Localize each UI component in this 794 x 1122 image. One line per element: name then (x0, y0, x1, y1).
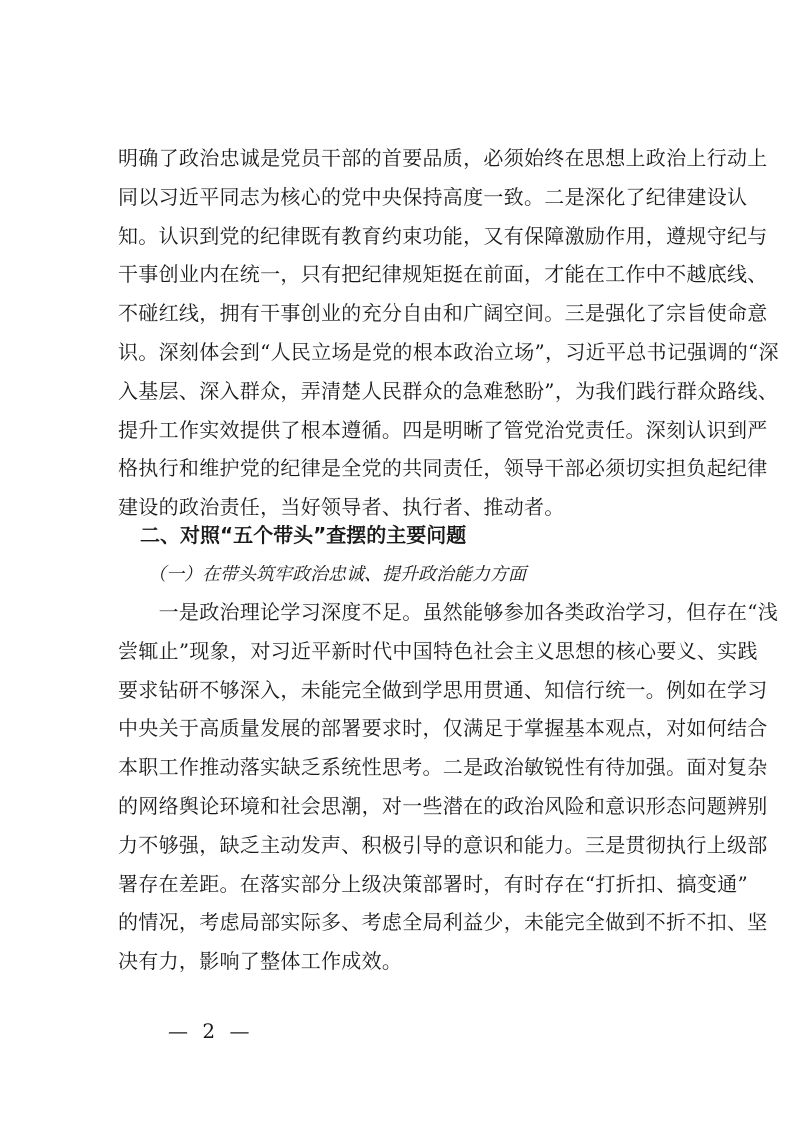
text-line: 识。深刻体会到“人民立场是党的根本政治立场”，习近平总书记强调的“深 (118, 340, 779, 364)
text-line: 决有力，影响了整体工作成效。 (118, 949, 403, 974)
section-heading: 二、对照“五个带头”查摆的主要问题 (140, 523, 467, 547)
text-line: 知。认识到党的纪律既有教育约束功能，又有保障激励作用，遵规守纪与 (118, 223, 768, 248)
text-line: 的情况，考虑局部实际多、考虑全局利益少，未能完全做到不折不扣、坚 (118, 910, 768, 935)
text-line: 要求钻研不够深入，未能完全做到学思用贯通、知信行统一。例如在学习 (118, 677, 768, 702)
text-line: 力不够强，缺乏主动发声、积极引导的意识和能力。三是贯彻执行上级部 (118, 832, 768, 857)
text-line: 本职工作推动落实缺乏系统性思考。二是政治敏锐性有待加强。面对复杂 (118, 755, 768, 780)
text-line: 提升工作实效提供了根本遵循。四是明晰了管党治党责任。深刻认识到严 (118, 417, 768, 442)
text-line: 署存在差距。在落实部分上级决策部署时，有时存在“打折扣、搞变通” (118, 871, 749, 896)
text-line: 明确了政治忠诚是党员干部的首要品质，必须始终在思想上政治上行动上 (118, 146, 768, 170)
text-line: 一是政治理论学习深度不足。虽然能够参加各类政治学习，但存在“浅 (118, 600, 779, 624)
page-number: — 2 — (168, 1019, 254, 1043)
text-line: 中央关于高质量发展的部署要求时，仅满足于掌握基本观点，对如何结合 (118, 716, 768, 741)
subsection-heading: （一）在带头筑牢政治忠诚、提升政治能力方面 (148, 564, 526, 585)
text-line: 建设的政治责任，当好领导者、执行者、推动者。 (118, 495, 565, 520)
text-line: 的网络舆论环境和社会思潮，对一些潜在的政治风险和意识形态问题辨别 (118, 794, 768, 818)
text-line: 入基层、深入群众，弄清楚人民群众的急难愁盼”，为我们践行群众路线、 (118, 378, 779, 403)
text-line: 同以习近平同志为核心的党中央保持高度一致。二是深化了纪律建设认 (118, 184, 748, 209)
text-line: 尝辄止”现象，对习近平新时代中国特色社会主义思想的核心要义、实践 (118, 638, 758, 663)
text-line: 格执行和维护党的纪律是全党的共同责任，领导干部必须切实担负起纪律 (118, 456, 768, 481)
text-line: 不碰红线，拥有干事创业的充分自由和广阔空间。三是强化了宗旨使命意 (118, 301, 768, 326)
text-line: 干事创业内在统一，只有把纪律规矩挺在前面，才能在工作中不越底线、 (118, 262, 768, 287)
